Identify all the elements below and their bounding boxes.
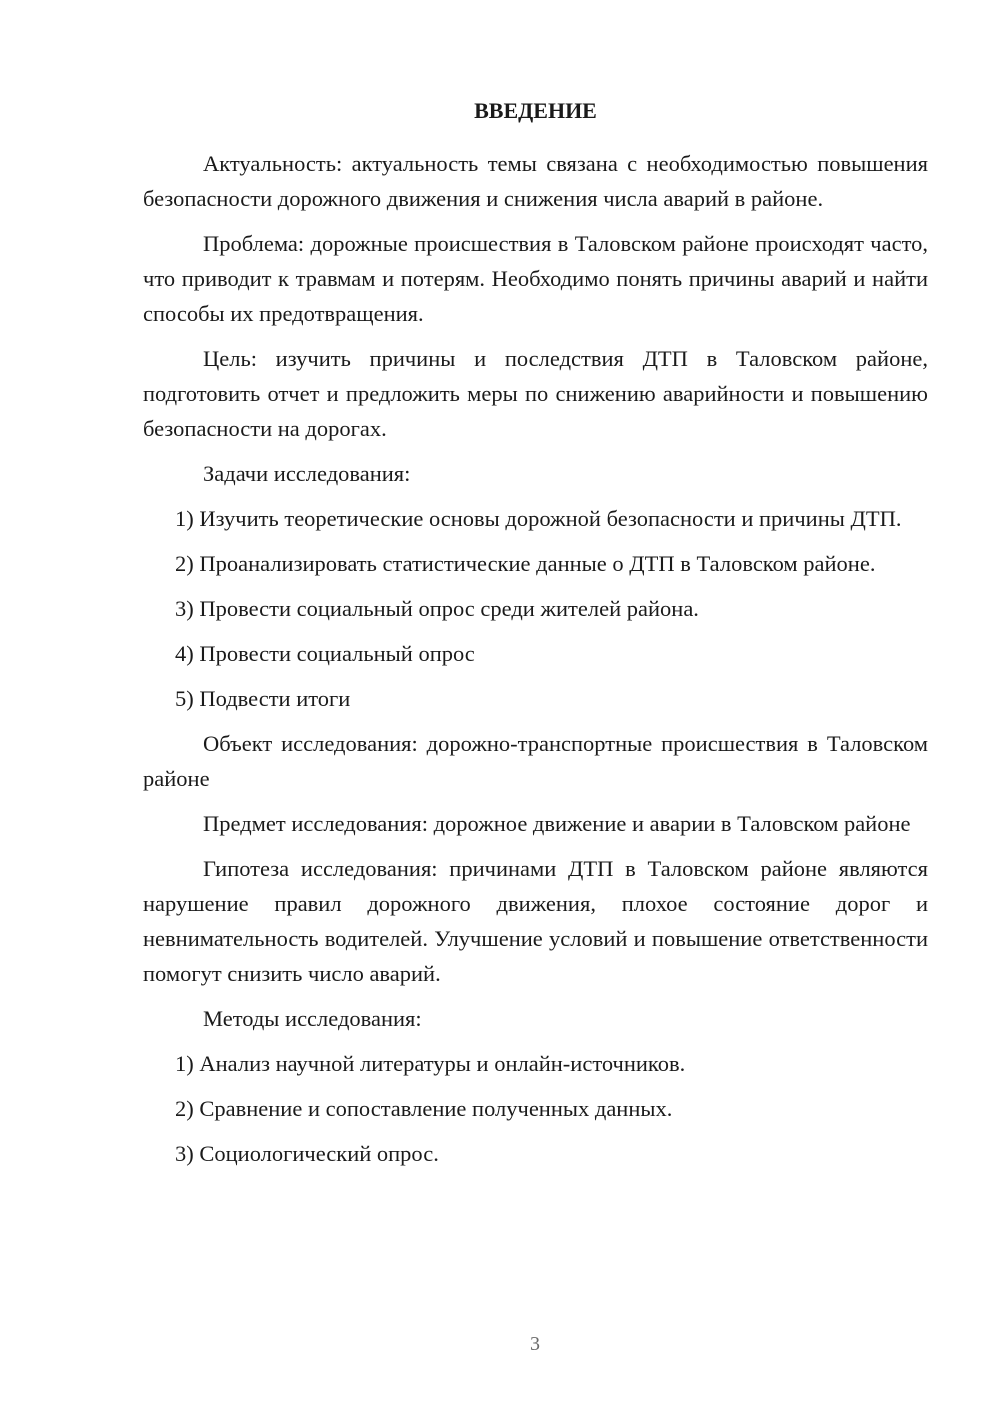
task-item: 2) Проанализировать статистические данные о ДТП в Таловском районе. [175, 551, 876, 576]
method-item: 1) Анализ научной литературы и онлайн-источников. [175, 1051, 686, 1076]
task-item: 4) Провести социальный опрос [175, 641, 475, 666]
goal-paragraph: Цель: изучить причины и последствия ДТП в Таловском районе, подготовить отчет и предложить меры по снижению аварийности и повышению безопасности на дорогах. [143, 346, 928, 441]
task-item: 1) Изучить теоретические основы дорожной безопасности и причины ДТП. [175, 506, 902, 531]
tasks-heading: Задачи исследования: [203, 461, 411, 486]
method-item: 2) Сравнение и сопоставление полученных данных. [175, 1096, 673, 1121]
method-item: 3) Социологический опрос. [175, 1141, 439, 1166]
task-item: 5) Подвести итоги [175, 686, 351, 711]
object-paragraph: Объект исследования: дорожно-транспортные происшествия в Таловском районе [143, 731, 928, 791]
relevance-paragraph: Актуальность: актуальность темы связана с необходимостью повышения безопасности дорожного движения и снижения числа аварий в районе. [143, 151, 928, 211]
hypothesis-paragraph: Гипотеза исследования: причинами ДТП в Таловском районе являются нарушение правил дорожного движения, плохое состояние дорог и невнимательность водителей. Улучшение условий и повышение ответственности помогут снизить число аварий. [143, 856, 928, 986]
task-item: 3) Провести социальный опрос среди жителей района. [175, 596, 699, 621]
page-number: 3 [530, 1333, 540, 1355]
problem-paragraph: Проблема: дорожные происшествия в Таловском районе происходят часто, что приводит к травмам и потерям. Необходимо понять причины аварий и найти способы их предотвращения. [143, 231, 928, 326]
page-title: ВВЕДЕНИЕ [474, 98, 597, 123]
subject-paragraph: Предмет исследования: дорожное движение и аварии в Таловском районе [203, 811, 911, 836]
page-content [143, 92, 928, 1181]
methods-heading: Методы исследования: [203, 1006, 422, 1031]
